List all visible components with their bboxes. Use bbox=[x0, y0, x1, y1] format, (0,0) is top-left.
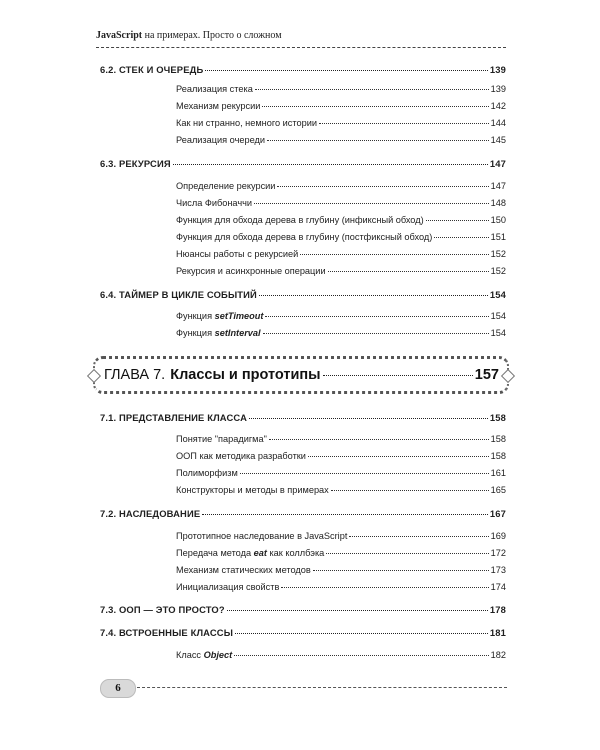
toc-entry-title-prefix: Функция bbox=[176, 311, 215, 321]
toc-section[interactable] bbox=[100, 627, 506, 638]
toc-entry-title: Нюансы работы с рекурсией bbox=[176, 249, 299, 259]
toc-item[interactable] bbox=[176, 311, 506, 322]
toc-dot-leader bbox=[262, 106, 488, 107]
toc-entry-title: Рекурсия и асинхронные операции bbox=[176, 266, 326, 276]
toc-entry-title bbox=[176, 328, 261, 339]
toc-item[interactable] bbox=[176, 434, 506, 445]
toc-entry-title-prefix: Передача метода bbox=[176, 548, 254, 558]
toc-entry-title: 6.4. ТАЙМЕР В ЦИКЛЕ СОБЫТИЙ bbox=[100, 289, 257, 300]
toc-entry-title: Как ни странно, немного истории bbox=[176, 118, 317, 128]
toc-page-number: 161 bbox=[490, 468, 506, 478]
toc-item[interactable] bbox=[176, 215, 506, 226]
toc-section[interactable] bbox=[100, 508, 506, 519]
toc-page-number: 151 bbox=[490, 232, 506, 242]
toc-dot-leader bbox=[254, 203, 489, 204]
toc-page-number: 142 bbox=[490, 101, 506, 111]
toc-dot-leader bbox=[235, 633, 488, 634]
toc-entry-title: ООП как методика разработки bbox=[176, 451, 306, 461]
toc-entry-title-prefix: Функция bbox=[176, 328, 215, 338]
toc-item[interactable] bbox=[176, 650, 506, 661]
toc-page-number: 144 bbox=[490, 118, 506, 128]
toc-item[interactable] bbox=[176, 198, 506, 209]
toc-page-number: 174 bbox=[490, 582, 506, 592]
toc-entry-title: 6.2. СТЕК И ОЧЕРЕДЬ bbox=[100, 64, 204, 75]
toc-entry-code-term: setTimeout bbox=[214, 311, 264, 321]
toc-section[interactable] bbox=[100, 412, 506, 423]
toc-entry-title bbox=[176, 650, 232, 661]
toc-section[interactable] bbox=[100, 158, 506, 169]
toc-item[interactable] bbox=[176, 451, 506, 462]
toc-dot-leader bbox=[326, 553, 488, 554]
toc-page-number: 150 bbox=[490, 215, 506, 225]
toc-page-number: 165 bbox=[490, 485, 506, 495]
toc-dot-leader bbox=[265, 316, 488, 317]
toc-dot-leader bbox=[173, 164, 488, 165]
toc-dot-leader bbox=[227, 610, 488, 611]
toc-dot-leader bbox=[319, 123, 489, 124]
toc-entry-title: 7.1. ПРЕДСТАВЛЕНИЕ КЛАССА bbox=[100, 412, 248, 423]
toc-dot-leader bbox=[313, 570, 489, 571]
running-header bbox=[96, 30, 516, 41]
toc-dot-leader bbox=[267, 140, 489, 141]
toc-page-number: 158 bbox=[490, 434, 506, 444]
toc-entry-title: Реализация очереди bbox=[176, 135, 265, 145]
toc-entry-title: Определение рекурсии bbox=[176, 181, 276, 191]
toc-item[interactable] bbox=[176, 232, 506, 243]
page-number-badge: 6 bbox=[100, 679, 136, 698]
toc-entry-title: Механизм рекурсии bbox=[176, 101, 261, 111]
toc-item[interactable] bbox=[176, 181, 506, 192]
toc-item[interactable] bbox=[176, 135, 506, 146]
toc-page-number: 152 bbox=[490, 266, 506, 276]
toc-dot-leader bbox=[328, 271, 489, 272]
toc-item[interactable] bbox=[176, 582, 506, 593]
book-subtitle: на примерах. Просто о сложном bbox=[142, 30, 282, 41]
toc-section[interactable] bbox=[100, 604, 506, 615]
toc-page-number: 154 bbox=[490, 328, 506, 338]
toc-entry-title: Полиморфизм bbox=[176, 468, 238, 478]
toc-entry-title bbox=[176, 548, 324, 559]
toc-entry-title-suffix: как коллбэка bbox=[266, 548, 325, 558]
toc-dot-leader bbox=[269, 439, 489, 440]
toc-dot-leader bbox=[277, 186, 488, 187]
toc-entry-title: Инициализация свойств bbox=[176, 582, 280, 592]
toc-dot-leader bbox=[281, 587, 488, 588]
toc-dot-leader bbox=[240, 473, 489, 474]
toc-entry-title: 6.3. РЕКУРСИЯ bbox=[100, 158, 171, 169]
toc-page-number: 167 bbox=[489, 508, 506, 519]
chapter-heading[interactable] bbox=[104, 367, 499, 383]
toc-entry-title: 7.3. ООП — ЭТО ПРОСТО? bbox=[100, 604, 225, 615]
toc-entry-code-term: eat bbox=[253, 548, 267, 558]
toc-dot-leader bbox=[249, 418, 488, 419]
toc-entry-title: Механизм статических методов bbox=[176, 565, 311, 575]
toc-page-number: 147 bbox=[490, 181, 506, 191]
toc-entry-code-term: setInterval bbox=[214, 328, 261, 338]
toc-entry-title: Конструкторы и методы в примерах bbox=[176, 485, 329, 495]
toc-page-number: 154 bbox=[490, 311, 506, 321]
toc-item[interactable] bbox=[176, 328, 506, 339]
toc-item[interactable] bbox=[176, 485, 506, 496]
toc-item[interactable] bbox=[176, 101, 506, 112]
toc-dot-leader bbox=[202, 514, 488, 515]
toc-entry-title: Прототипное наследование в JavaScript bbox=[176, 531, 348, 541]
toc-page-number: 139 bbox=[489, 64, 506, 75]
toc-page-number: 139 bbox=[490, 84, 506, 94]
chapter-label: ГЛАВА 7. bbox=[104, 367, 166, 383]
chapter-leader bbox=[323, 375, 473, 376]
toc-page-number: 178 bbox=[489, 604, 506, 615]
toc-item[interactable] bbox=[176, 84, 506, 95]
toc-item[interactable] bbox=[176, 548, 506, 559]
toc-entry-title: Числа Фибоначчи bbox=[176, 198, 253, 208]
toc-entry-title bbox=[176, 311, 263, 322]
toc-entry-title: 7.4. ВСТРОЕННЫЕ КЛАССЫ bbox=[100, 627, 234, 638]
toc-page-number: 172 bbox=[490, 548, 506, 558]
toc-dot-leader bbox=[234, 655, 489, 656]
toc-page-number: 148 bbox=[490, 198, 506, 208]
toc-dot-leader bbox=[308, 456, 489, 457]
toc-dot-leader bbox=[300, 254, 488, 255]
chapter-title: Классы и прототипы bbox=[170, 367, 321, 383]
toc-dot-leader bbox=[259, 295, 488, 296]
toc-page-number: 169 bbox=[490, 531, 506, 541]
chapter-page: 157 bbox=[474, 367, 499, 383]
toc-item[interactable] bbox=[176, 118, 506, 129]
toc-entry-title: Функция для обхода дерева в глубину (постфиксный обход) bbox=[176, 232, 433, 242]
footer-divider bbox=[137, 687, 507, 688]
toc-item[interactable] bbox=[176, 266, 506, 277]
toc-page-number: 154 bbox=[489, 289, 506, 300]
toc-entry-code-term: Object bbox=[203, 650, 233, 660]
toc-item[interactable] bbox=[176, 249, 506, 260]
toc-page-number: 147 bbox=[489, 158, 506, 169]
toc-dot-leader bbox=[426, 220, 489, 221]
toc-dot-leader bbox=[349, 536, 488, 537]
toc-entry-title: Функция для обхода дерева в глубину (инфиксный обход) bbox=[176, 215, 424, 225]
toc-dot-leader bbox=[331, 490, 489, 491]
toc-dot-leader bbox=[205, 70, 488, 71]
toc-entry-title-prefix: Класс bbox=[176, 650, 204, 660]
toc-dot-leader bbox=[255, 89, 489, 90]
book-title: JavaScript bbox=[96, 30, 143, 41]
toc-page-number: 145 bbox=[490, 135, 506, 145]
toc-entry-title: Реализация стека bbox=[176, 84, 253, 94]
toc-page-number: 173 bbox=[490, 565, 506, 575]
toc-item[interactable] bbox=[176, 468, 506, 479]
toc-page-number: 158 bbox=[490, 451, 506, 461]
header-divider bbox=[96, 47, 506, 48]
toc-item[interactable] bbox=[176, 531, 506, 542]
toc-entry-title: 7.2. НАСЛЕДОВАНИЕ bbox=[100, 508, 201, 519]
toc-page-number: 158 bbox=[489, 412, 506, 423]
toc-section[interactable] bbox=[100, 64, 506, 75]
toc-page-number: 182 bbox=[490, 650, 506, 660]
toc-entry-title: Понятие "парадигма" bbox=[176, 434, 267, 444]
toc-item[interactable] bbox=[176, 565, 506, 576]
toc-page-number: 152 bbox=[490, 249, 506, 259]
toc-page-number: 181 bbox=[489, 627, 506, 638]
toc-dot-leader bbox=[263, 333, 489, 334]
toc-section[interactable] bbox=[100, 289, 506, 300]
toc-dot-leader bbox=[434, 237, 488, 238]
